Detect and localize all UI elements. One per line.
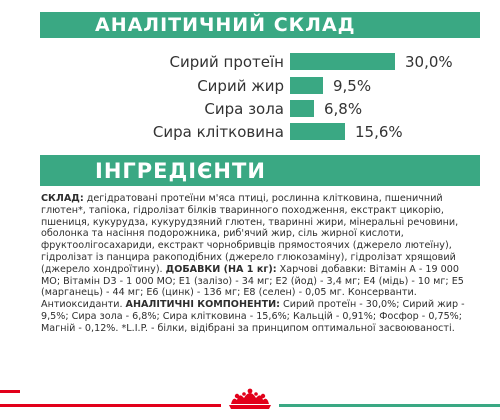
footer-red-line [0, 404, 248, 407]
analysis-row [40, 99, 480, 119]
royal-canin-crown-icon [221, 388, 279, 410]
additives-label: ДОБАВКИ (НА 1 кг): [165, 263, 277, 275]
composition-text-block [41, 193, 480, 335]
analysis-row-bar [290, 53, 395, 70]
footer-green-line [252, 404, 500, 407]
analysis-row-value: 15,6% [355, 123, 403, 141]
analysis-title: АНАЛІТИЧНИЙ СКЛАД [95, 14, 356, 36]
ingredients-heading [40, 155, 480, 186]
analysis-row-bar [290, 100, 314, 117]
analysis-row-value: 6,8% [324, 100, 363, 118]
analysis-heading [40, 12, 480, 38]
left-edge-accent [0, 390, 20, 393]
ingredients-title: ІНГРЕДІЄНТИ [95, 158, 266, 183]
analysis-row-value: 30,0% [405, 53, 453, 71]
analysis-row [40, 76, 480, 96]
analysis-row-label: Сира зола [204, 100, 284, 118]
analysis-row-label: Сирий протеїн [169, 53, 284, 71]
analysis-row-bar [290, 123, 345, 140]
additives-text: Харчові добавки: Вітамін А - 19 000 МО; Вітамін D3 - 1 000 МО; Е1 (залізо) - 34 мг; Е2 (йод) - 3,4 мг; Е4 (мідь) - 10 мг; Е5 (марганець) - 44 мг; Е6 (цинк) - 136 мг; Е8 (селен) - 0,05 мг. Консерванти. Антиоксиданти. [41, 263, 464, 311]
analysis-row-label: Сира клітковина [152, 123, 284, 141]
composition-text: дегідратовані протеїни м'яса птиці, рослинна клітковина, пшеничний глютен*, тапіока, гідролізат білків тваринного походження, екстракт цикорію, пшениця, кукурудза, кукурудзяний глютен, тваринні жири, мінеральні речовини, оболонка та насіння подорожника, риб'ячий жир, сіль жирної кислоти, фруктоолігосахариди, екстракт чорнобривців прямостоячих (джерело лютеїну), гідролізат із панцира ракоподібних (джерело глюкозаміну), гідролізат хрящовий (джерело хондроїтину). [41, 193, 459, 275]
analytical-components-label: АНАЛІТИЧНІ КОМПОНЕНТИ: [125, 299, 280, 311]
analytical-components-text: Сирий протеїн - 30,0%; Сирий жир - 9,5%; Сира зола - 6,8%; Сира клітковина - 15,6%; Кальцій - 0,91%; Фосфор - 0,75%; Магній - 0,12%. *L.I.P. - білки, відібрані за принципом оптимальної засвоюваності. [41, 299, 465, 334]
analysis-row [40, 122, 480, 142]
analysis-row [40, 52, 480, 72]
analysis-row-value: 9,5% [333, 77, 372, 95]
analysis-row-bar [290, 77, 323, 94]
analysis-row-label: Сирий жир [197, 77, 284, 95]
composition-label: СКЛАД: [41, 193, 84, 204]
